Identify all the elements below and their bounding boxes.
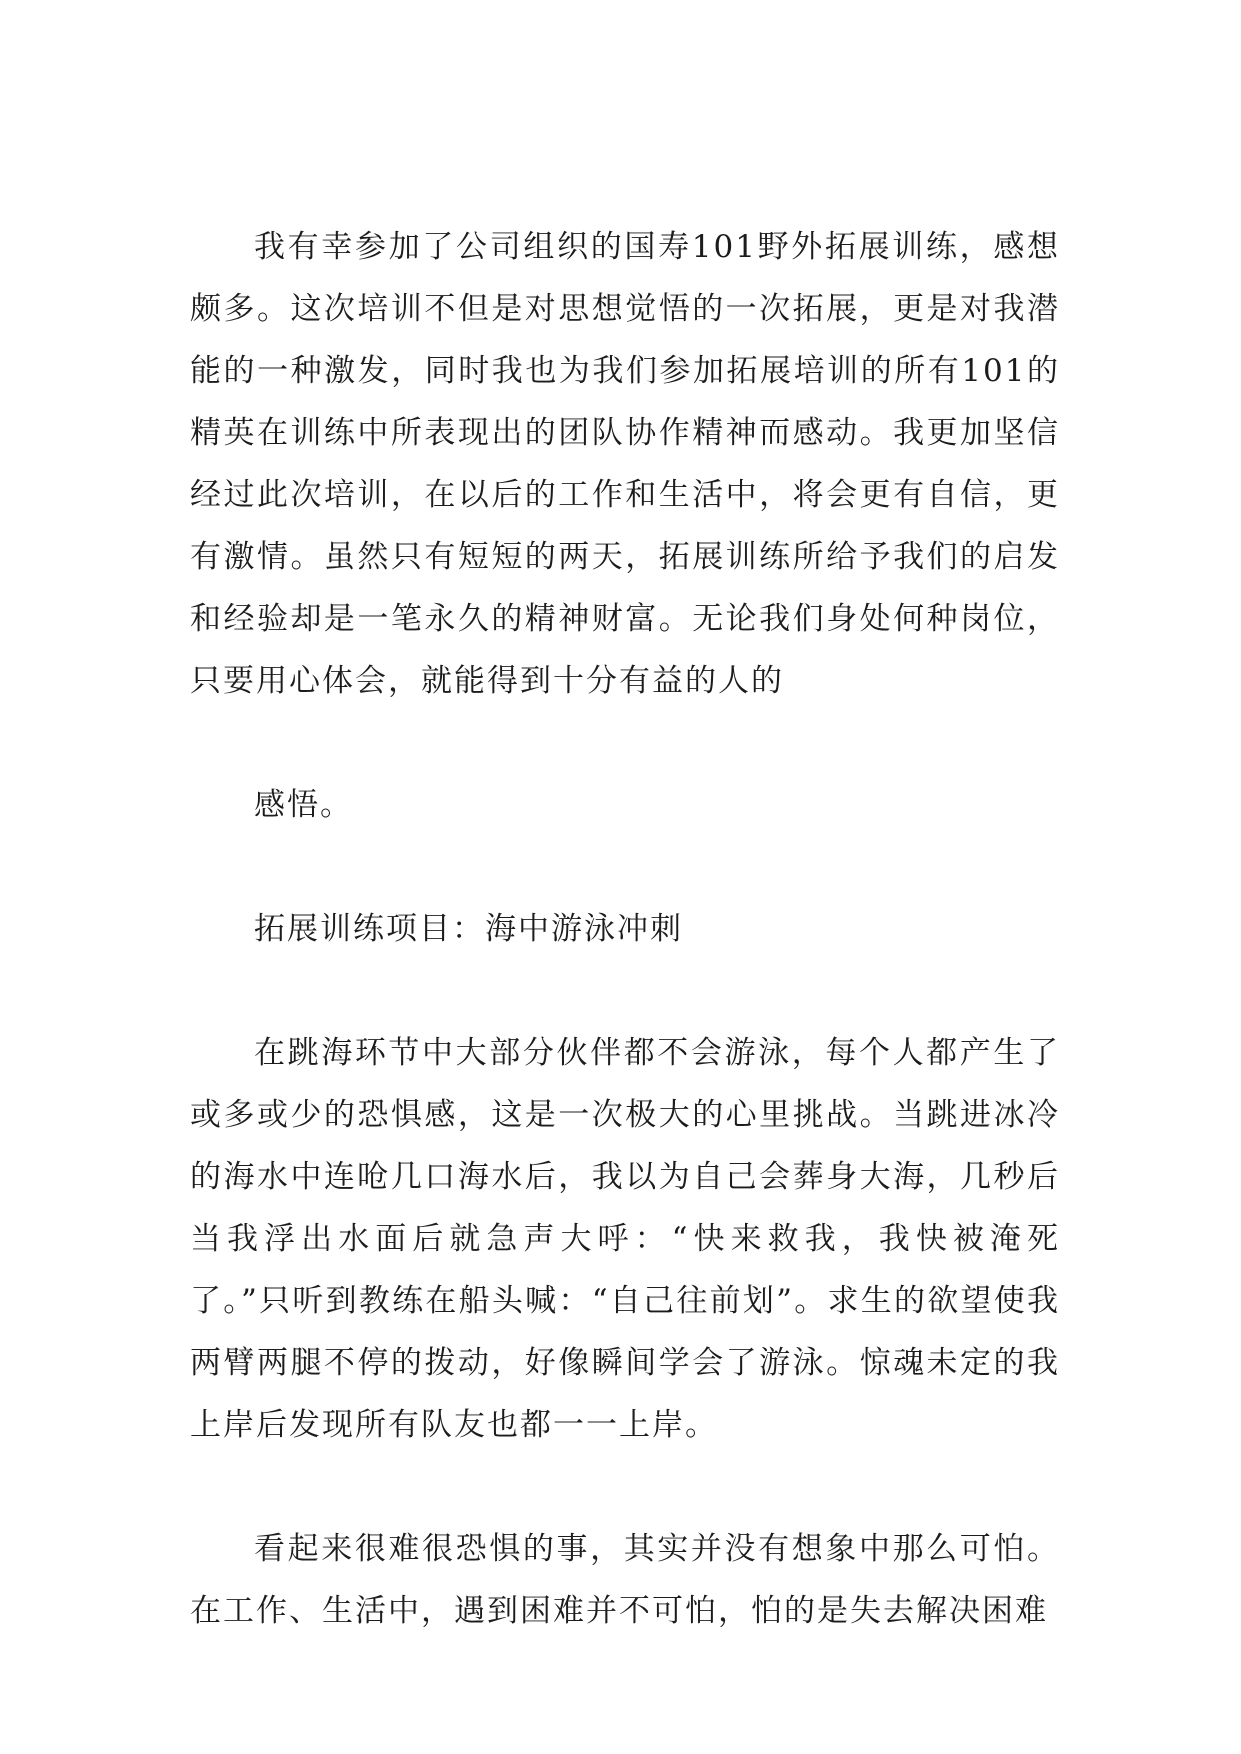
paragraph-intro: 我有幸参加了公司组织的国寿101野外拓展训练，感想颇多。这次培训不但是对思想觉悟的一次拓展，更是对我潜能的一种激发，同时我也为我们参加拓展培训的所有101的精英在训练中所表现出的团队协作精神而感动。我更加坚信经过此次培训，在以后的工作和生活中，将会更有自信，更有激情。虽然只有短短的两天，拓展训练所给予我们的启发和经验却是一笔永久的精神财富。无论我们身处何种岗位，只要用心体会，就能得到十分有益的人的	[190, 229, 1060, 699]
paragraph-continuation: 感悟。	[254, 787, 353, 823]
paragraph-gap	[190, 836, 1060, 898]
paragraph-gap	[190, 712, 1060, 774]
paragraph-gap	[190, 960, 1060, 1022]
paragraph-reflection: 看起来很难很恐惧的事，其实并没有想象中那么可怕。在工作、生活中，遇到困难并不可怕，怕的是失去解决困难	[190, 1531, 1060, 1629]
section-heading: 拓展训练项目：海中游泳冲刺	[254, 911, 683, 947]
paragraph-gap	[190, 1456, 1060, 1518]
document-body	[190, 216, 1060, 1642]
paragraph-swimming: 在跳海环节中大部分伙伴都不会游泳，每个人都产生了或多或少的恐惧感，这是一次极大的心里挑战。当跳进冰冷的海水中连呛几口海水后，我以为自己会葬身大海，几秒后当我浮出水面后就急声大呼：“快来救我，我快被淹死了。”只听到教练在船头喊：“自己往前划”。求生的欲望使我两臂两腿不停的拨动，好像瞬间学会了游泳。惊魂未定的我上岸后发现所有队友也都一一上岸。	[190, 1035, 1060, 1443]
